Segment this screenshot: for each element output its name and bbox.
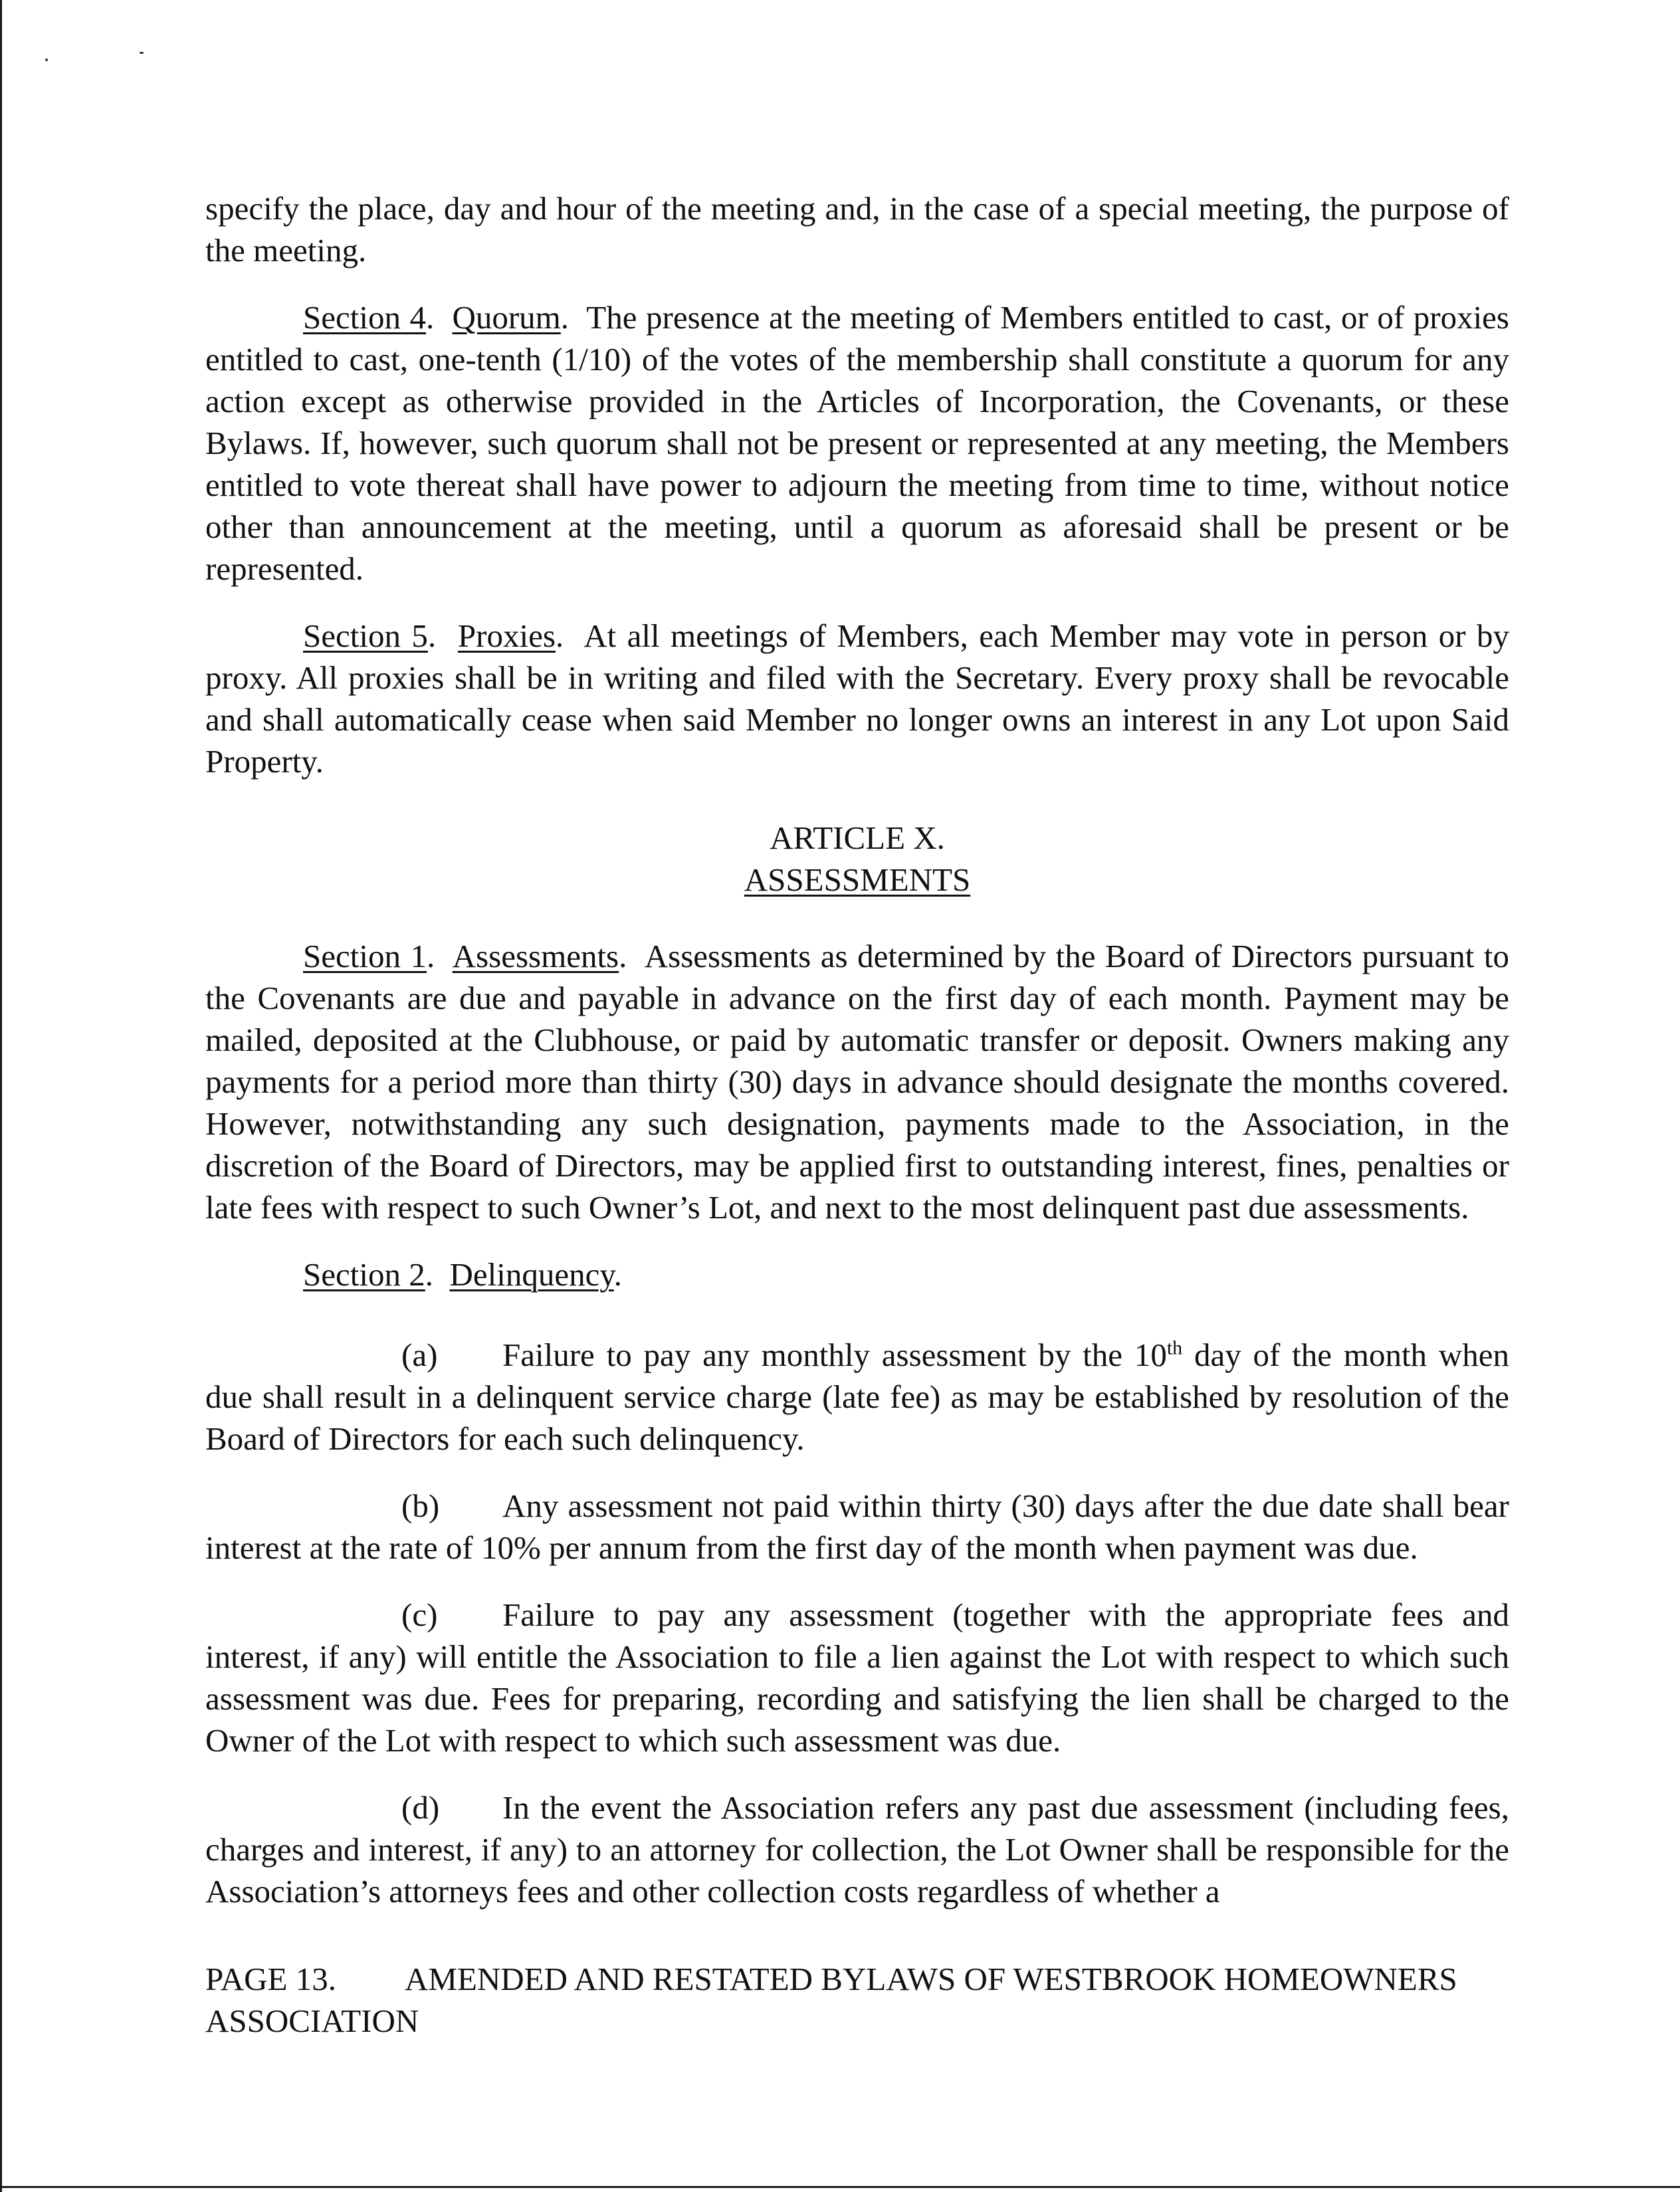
- section-4-paragraph: Section 4. Quorum. The presence at the meeting of Members entitled to cast, or of proxies entitled to cast, one-tenth (1/10) of the votes of the membership shall constitute a quorum for any action except as otherwise provided in the Articles of Incorporation, the Covenants, or these Bylaws. If, however, such quorum shall not be present or represented at any meeting, the Members entitled to vote thereat shall have power to adjourn the meeting from time to time, without notice other than announcement at the meeting, until a quorum as aforesaid shall be present or be represented.: [205, 299, 1509, 587]
- section-4-body: The presence at the meeting of Members entitled to cast, or of proxies entitled to cast, one-tenth (1/10) of the votes of the membership shall constitute a quorum for any action except as otherwise provided in the Articles of Incorporation, the Covenants, or these Bylaws. If, however, such quorum shall not be present or represented at any meeting, the Members entitled to vote thereat shall have power to adjourn the meeting from time to time, without notice other than announcement at the meeting, until a quorum as aforesaid shall be present or be represented.: [205, 299, 1509, 587]
- footer-document-title: AMENDED AND RESTATED BYLAWS OF WESTBROOK HOMEOWNERS ASSOCIATION: [205, 1961, 1457, 2039]
- subsection-b: [205, 1485, 1509, 1569]
- subsection-d-label: (d): [401, 1789, 440, 1826]
- article-title: ASSESSMENTS: [744, 861, 971, 898]
- subsection-c: [205, 1594, 1509, 1761]
- document-body: [205, 187, 1509, 1912]
- article-section-1-body: Assessments as determined by the Board of Directors pursuant to the Covenants are due and payable in advance on the first day of each month. Payment may be mailed, deposited at the Clubhouse, or paid by automatic transfer or deposit. Owners making any payments for a period more than thirty (30) days in advance should designate the months covered. However, notwithstanding any such designation, payments made to the Association, in the discretion of the Board of Directors, may be applied first to outstanding interest, fines, penalties or late fees with respect to such Owner’s Lot, and next to the most delinquent past due assessments.: [205, 938, 1509, 1226]
- subsection-a-superscript: th: [1166, 1337, 1183, 1359]
- section-5-paragraph: Section 5. Proxies. At all meetings of Members, each Member may vote in person or by proxy. All proxies shall be in writing and filed with the Secretary. Every proxy shall be revocable and shall automatically cease when said Member no longer owns an interest in any Lot upon Said Property.: [205, 617, 1510, 780]
- page-footer: [205, 1958, 1509, 2042]
- article-section-2-label: Section 2: [303, 1256, 425, 1293]
- article-heading: [205, 817, 1509, 901]
- footer-page-number: PAGE 13.: [205, 1961, 336, 1997]
- scan-edge-bottom: [0, 2186, 1680, 2188]
- article-section-1-paragraph: Section 1. Assessments. Assessments as determined by the Board of Directors pursuant to the Covenants are due and payable in advance on the first day of each month. Payment may be mailed, deposited at the Clubhouse, or paid by automatic transfer or deposit. Owners making any payments for a period more than thirty (30) days in advance should designate the months covered. However, notwithstanding any such designation, payments made to the Association, in the discretion of the Board of Directors, may be applied first to outstanding interest, fines, penalties or late fees with respect to such Owner’s Lot, and next to the most delinquent past due assessments.: [205, 938, 1509, 1226]
- subsection-a: [205, 1334, 1509, 1460]
- subsection-b-text: Any assessment not paid within thirty (30) days after the due date shall bear interest at the rate of 10% per annum from the first day of the month when payment was due.: [205, 1487, 1509, 1566]
- article-section-2-title: Delinquency: [449, 1256, 614, 1293]
- subsection-a-text-after: day of the month when due shall result in a delinquent service charge (late fee) as may be established by resolution of the Board of Directors for each such delinquency.: [205, 1337, 1510, 1457]
- article-section-2-heading: Section 2. Delinquency.: [303, 1256, 622, 1293]
- article-section-1-title: Assessments: [452, 938, 619, 974]
- section-4-label: Section 4: [303, 299, 427, 336]
- scan-speck: [140, 52, 144, 54]
- subsection-a-text-before: Failure to pay any monthly assessment by the 10: [502, 1337, 1167, 1373]
- article-section-1-label: Section 1: [303, 938, 427, 974]
- subsection-d: [205, 1787, 1509, 1912]
- scan-edge-left: [0, 0, 2, 2192]
- subsection-c-text: Failure to pay any assessment (together with the appropriate fees and interest, if any) will entitle the Association to file a lien against the Lot with respect to which such assessment was due. Fees for preparing, recording and satisfying the lien shall be charged to the Owner of the Lot with respect to which such assessment was due.: [205, 1596, 1509, 1759]
- subsection-c-label: (c): [401, 1596, 438, 1633]
- continued-paragraph: specify the place, day and hour of the meeting and, in the case of a special meeting, the purpose of the meeting.: [205, 190, 1509, 269]
- section-4-title: Quorum: [452, 299, 561, 336]
- subsection-b-label: (b): [401, 1487, 440, 1524]
- scan-speck: [45, 58, 48, 61]
- subsection-d-text: In the event the Association refers any past due assessment (including fees, charges and interest, if any) to an attorney for collection, the Lot Owner shall be responsible for the Association’s attorneys fees and other collection costs regardless of whether a: [205, 1789, 1509, 1910]
- section-5-label: Section 5: [303, 617, 428, 654]
- section-5-body: At all meetings of Members, each Member may vote in person or by proxy. All proxies shall be in writing and filed with the Secretary. Every proxy shall be revocable and shall automatically cease when said Member no longer owns an interest in any Lot upon Said Property.: [205, 617, 1510, 780]
- subsection-a-label: (a): [401, 1337, 438, 1373]
- article-number: ARTICLE X.: [770, 820, 945, 856]
- section-5-title: Proxies: [457, 617, 556, 654]
